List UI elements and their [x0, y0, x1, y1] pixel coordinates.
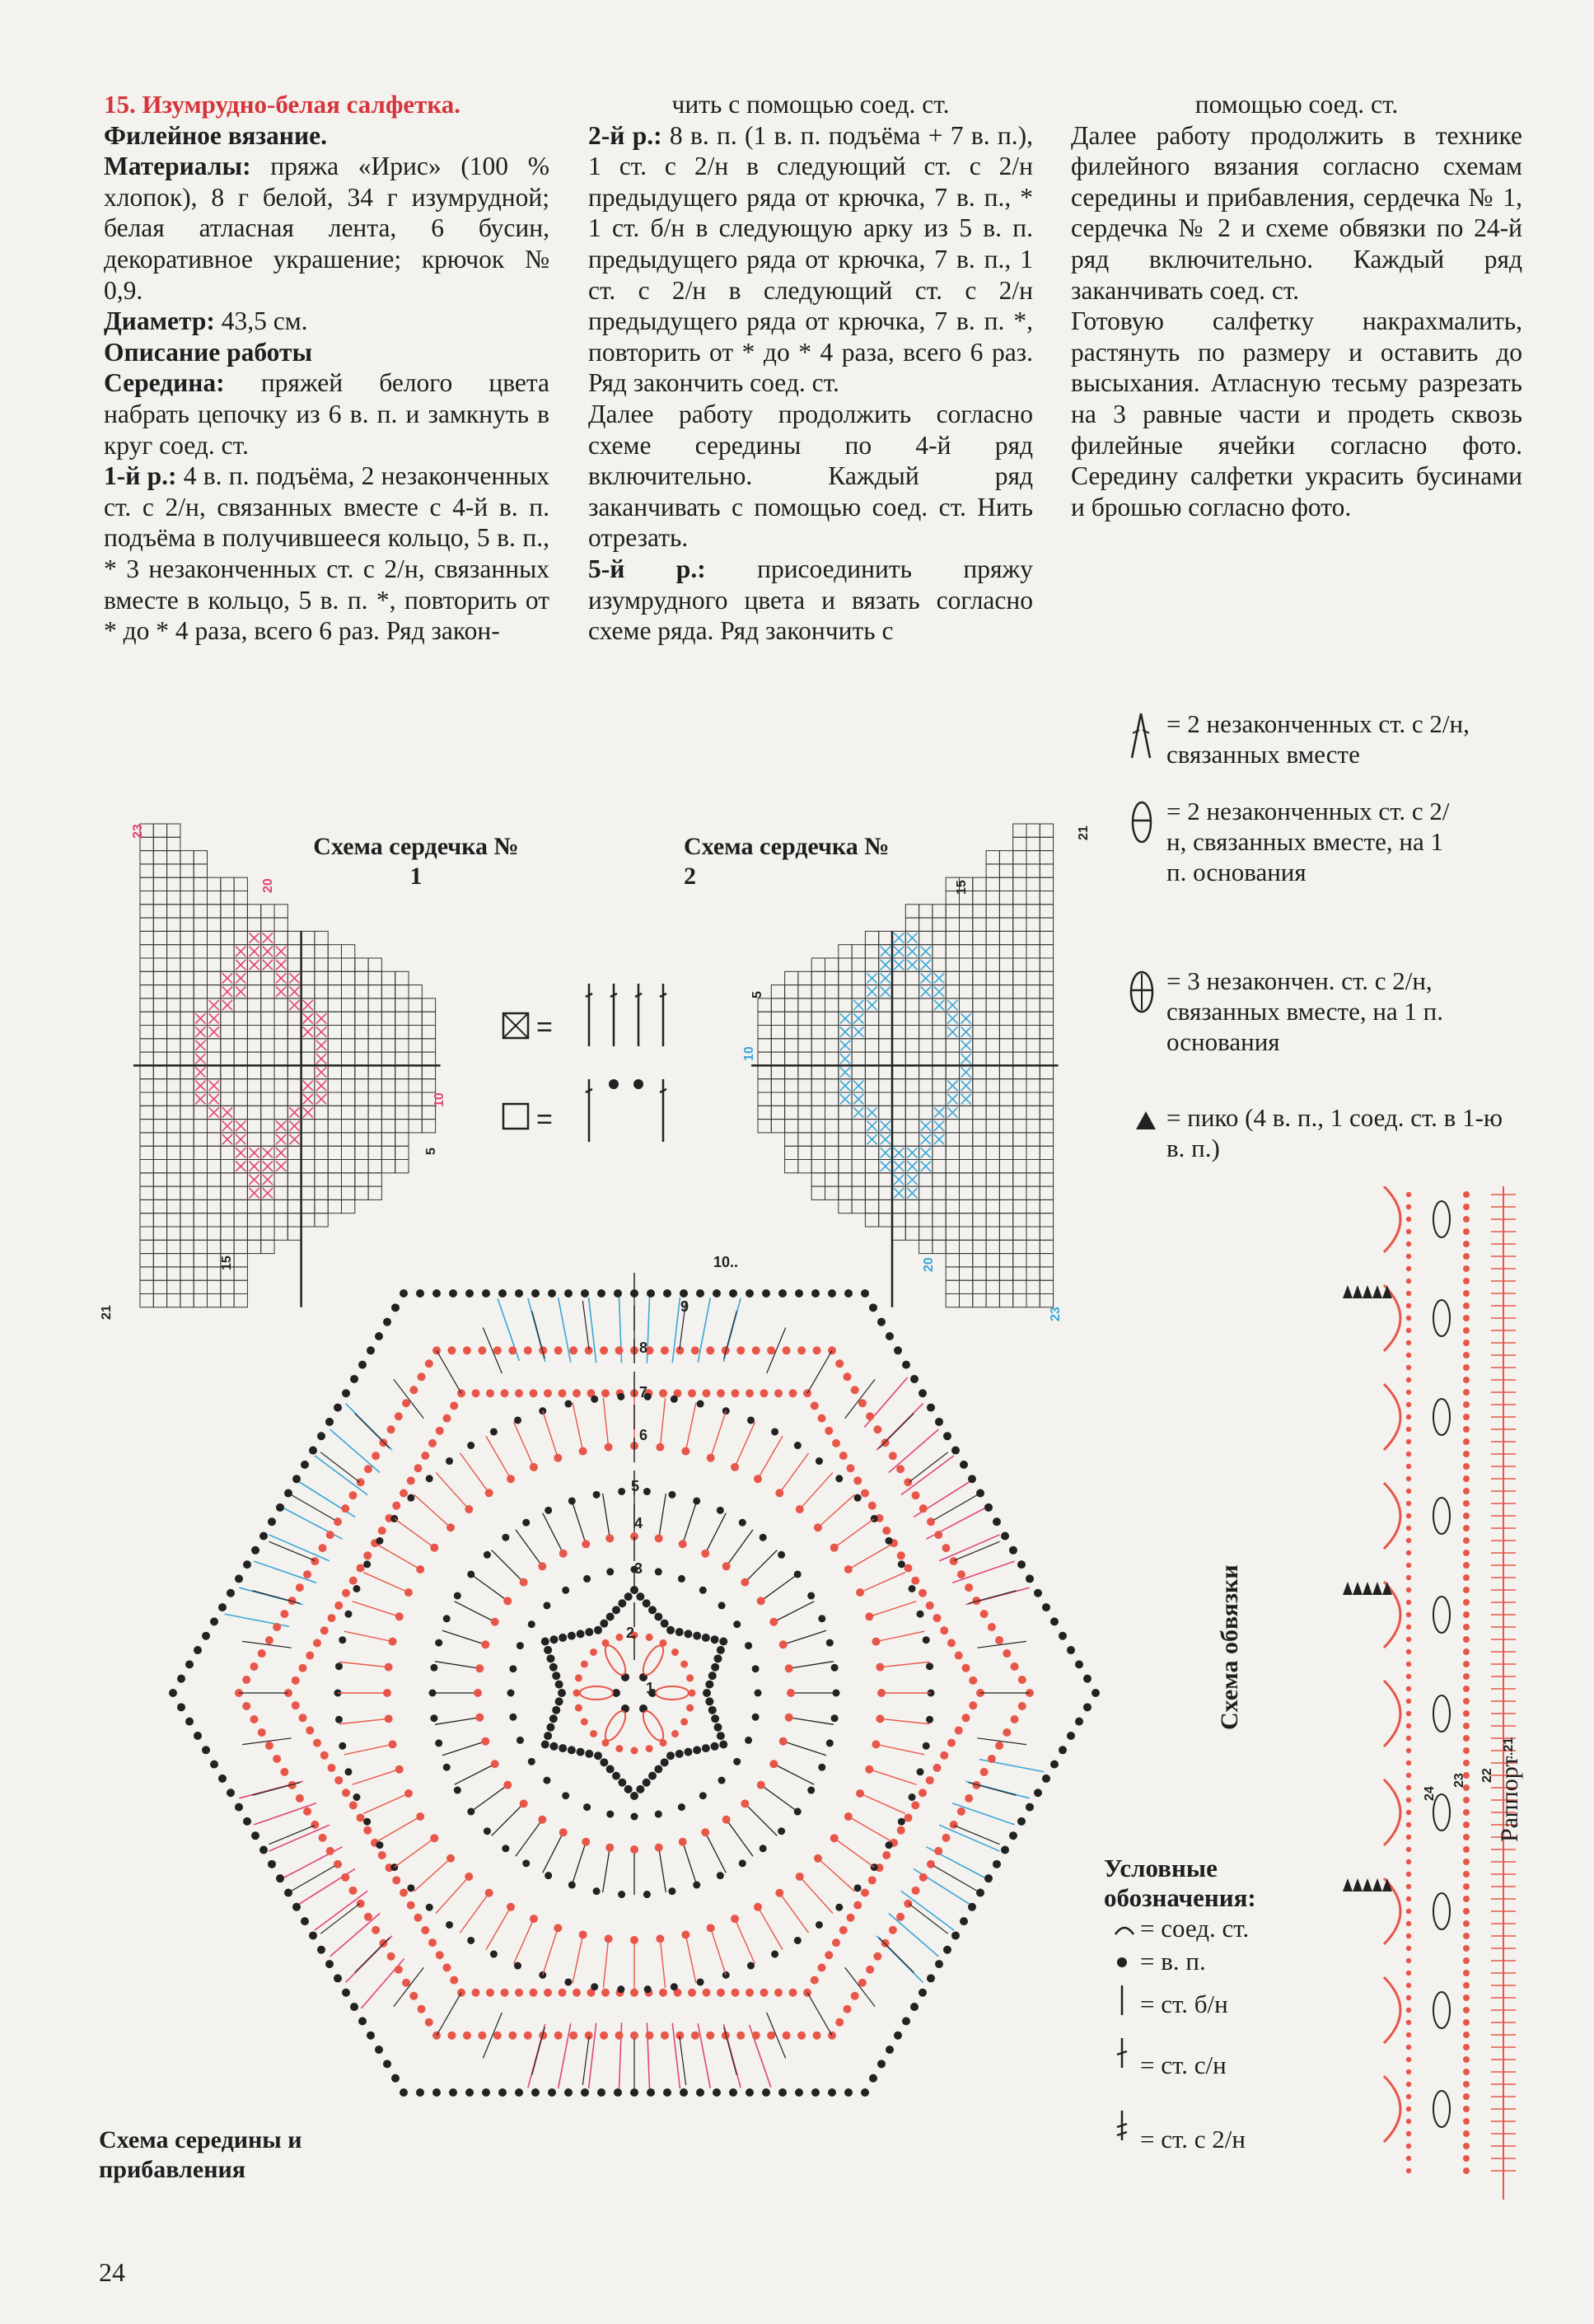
- column-2: [588, 89, 1033, 647]
- row1-para: [104, 461, 549, 647]
- symbol-row-slst: [1112, 1913, 1376, 1946]
- heart2-label: Схема сердечка № 2: [684, 833, 890, 890]
- row1-label: 1-й р.:: [104, 461, 177, 491]
- repeat-label: Раппорт: [1496, 1756, 1523, 1842]
- materials-label: Материалы:: [104, 152, 251, 181]
- center-row-4: 4: [634, 1515, 643, 1531]
- dc-2tog-symbol-icon: [1129, 712, 1153, 760]
- edging-label: Схема обвязки: [1216, 1564, 1243, 1730]
- row5-para: [588, 554, 1033, 647]
- row1-text: 4 в. п. подъёма, 2 незаконченных ст. с 2/н, связанных вместе с 4-й в. п. подъёма в получившееся кольцо, 5 в. п., * 3 незаконченных ст. с 2/н, связанных вместе в кольцо, 5 в. п. *, повторить от * до * 4 раза, всего 6 раз. Ряд закон-: [104, 461, 549, 646]
- empty-cell-equals: =: [536, 1104, 553, 1135]
- symbol-text-4: = ст. с 2/н: [1140, 2125, 1246, 2153]
- center-row-2: 2: [626, 1625, 635, 1641]
- center-row-8: 8: [639, 1340, 648, 1356]
- center-chart-rings: [169, 1273, 1100, 2097]
- symbols-title: Условные обозначения:: [1104, 1854, 1256, 1912]
- col3-para2: Готовую салфетку накрахмалить, растянуть по размеру и оставить до высыхания. Атласную тесьму разрезать на 3 равные части и продеть сквозь филейные ячейки согласно фото. Середину салфетки украсить бусинами и брошью согласно фото.: [1071, 306, 1522, 521]
- col2-cont: чить с помощью соед. ст.: [671, 90, 950, 119]
- center-row-10: 10..: [713, 1254, 739, 1270]
- heart1-label: Схема сердечка № 1: [313, 833, 519, 890]
- row5-label: 5-й р.:: [588, 554, 706, 583]
- heart2-rownum-20: 20: [922, 1257, 936, 1272]
- center-row-1: 1: [646, 1680, 655, 1696]
- edging-row-21: ...21: [1502, 1737, 1516, 1763]
- center-chart-label: Схема середины и прибавления: [99, 2126, 302, 2183]
- materials-text: пряжа «Ирис» (100 % хлопок), 8 г белой, 34 г изумрудной; белая атласная лента, 6 бусин, декоративное украшение; крючок № 0,9.: [104, 152, 549, 305]
- heart1-rownum-15: 15: [220, 1256, 234, 1270]
- row5-text: присоединить пряжу изумрудного цвета и вязать согласно схеме ряда. Ряд закончить с: [588, 554, 1033, 646]
- legend-item-4: [1138, 1102, 1509, 1163]
- heart2-rownum-5: 5: [750, 991, 764, 998]
- column-3: [1071, 89, 1522, 522]
- chain-icon: [1112, 1949, 1145, 1982]
- article-title: 15. Изумрудно-белая салфетка.: [104, 90, 461, 119]
- edging-row-23: 23: [1452, 1773, 1466, 1788]
- heart1-rownum-20: 20: [261, 878, 275, 893]
- center-para: [104, 367, 549, 461]
- symbols-legend: [1104, 1854, 1376, 2180]
- legend-item-2: [1138, 796, 1468, 887]
- heart1-rownum-10: 10: [432, 1092, 446, 1107]
- symbol-row-tr: [1112, 2107, 1376, 2180]
- edging-row-24: 24: [1423, 1786, 1437, 1801]
- center-row-9: 9: [680, 1298, 689, 1315]
- row2-text: 8 в. п. (1 в. п. подъёма + 7 в. п.), 1 ст. с 2/н в следующий ст. с 2/н предыдущего ряда от крючка, 7 в. п., * 1 ст. б/н в следующую арку из 5 в. п. предыдущего ряда от крючка, 7 в. п., 1 ст. с 2/н в следующий ст. с 2/н предыдущего ряда от крючка, 7 в. п. *, повторить от * до * 4 раза, всего 6 раз. Ряд закончить соед. ст.: [588, 120, 1033, 398]
- row2-para: [588, 120, 1033, 399]
- legend-item-1: [1138, 708, 1534, 769]
- technique: Филейное вязание.: [104, 120, 327, 150]
- col3-para1: Далее работу продолжить в технике филейного вязания согласно схемам середины и прибавления, сердечка № 1, сердечка № 2 и схеме обвязки по 24-й ряд включительно. Каждый ряд заканчивать соед. ст.: [1071, 120, 1522, 305]
- edging-row-22: 22: [1480, 1768, 1494, 1783]
- symbol-text-3: = ст. с/н: [1140, 2050, 1227, 2079]
- description-heading: Описание работы: [104, 337, 313, 367]
- legend-text-2: = 2 незаконченных ст. с 2/н, связанных вместе, на 1 п. основания: [1166, 797, 1450, 886]
- center-row-3: 3: [634, 1560, 643, 1577]
- symbol-text-2: = ст. б/н: [1140, 1990, 1228, 2018]
- heart2-rownum-15: 15: [955, 880, 969, 895]
- legend-text-4: = пико (4 в. п., 1 соед. ст. в 1-ю в. п.): [1166, 1103, 1503, 1162]
- heart2-rownum-10: 10: [742, 1046, 756, 1061]
- heart1-rownum-23: 23: [131, 824, 145, 839]
- empty-cell-icon: [503, 1104, 528, 1129]
- picot-symbol-icon: [1135, 1111, 1157, 1130]
- legend-item-3: [1138, 966, 1501, 1057]
- filet-legend: [498, 972, 713, 1153]
- center-row-6: 6: [639, 1427, 648, 1443]
- page-number: 24: [99, 2257, 125, 2287]
- heart1-rownum-21: 21: [100, 1305, 114, 1320]
- col3-cont: помощью соед. ст.: [1194, 90, 1399, 119]
- center-row-5: 5: [631, 1478, 640, 1494]
- slip-stitch-icon: [1112, 1916, 1145, 1949]
- materials-para: [104, 151, 549, 306]
- heart2-rownum-21: 21: [1077, 825, 1091, 840]
- symbol-row-ch: [1112, 1946, 1376, 1982]
- symbol-text-1: = в. п.: [1140, 1947, 1206, 1976]
- center-label: Середина:: [104, 368, 225, 398]
- center-row-7: 7: [639, 1384, 648, 1400]
- center-chart: [91, 1227, 1162, 2200]
- symbol-text-0: = соед. ст.: [1140, 1914, 1250, 1943]
- diameter-para: [104, 306, 549, 337]
- cluster-2-symbol-icon: [1130, 799, 1153, 845]
- symbol-row-dc: [1112, 2035, 1376, 2107]
- heart2-rownum-23: 23: [1049, 1307, 1063, 1321]
- center-text: пряжей белого цвета набрать цепочку из 6 в. п. и замкнуть в круг соед. ст.: [104, 368, 549, 460]
- column-1: [104, 89, 549, 647]
- diameter-text: 43,5 см.: [214, 306, 308, 336]
- empty-cell-stitches: [586, 1079, 666, 1142]
- legend-text-3: = 3 незакончен. ст. с 2/н, связанных вместе, на 1 п. основания: [1166, 966, 1444, 1056]
- heart1-rownum-5: 5: [424, 1148, 438, 1155]
- col2-para2: Далее работу продолжить согласно схеме середины по 4-й ряд включительно. Каждый ряд заканчивать с помощью соед. ст. Нить отрезать.: [588, 399, 1033, 553]
- diameter-label: Диаметр:: [104, 306, 215, 336]
- legend-text-1: = 2 незаконченных ст. с 2/н, связанных вместе: [1166, 709, 1470, 769]
- filled-cell-equals: =: [536, 1012, 553, 1043]
- row2-label: 2-й р.:: [588, 120, 662, 150]
- cluster-3-symbol-icon: [1129, 969, 1155, 1015]
- symbol-row-sc: [1112, 1982, 1376, 2035]
- filled-cell-stitches: [586, 984, 666, 1046]
